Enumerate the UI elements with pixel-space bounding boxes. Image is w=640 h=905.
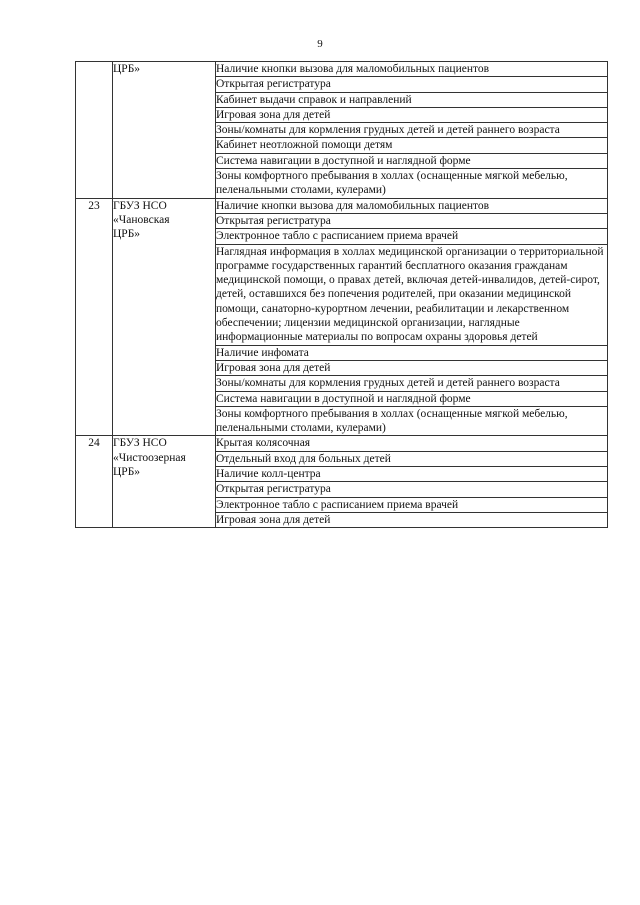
row-number-cell: 23	[76, 198, 113, 436]
feature-cell: Кабинет выдачи справок и направлений	[216, 92, 608, 107]
row-number-cell	[76, 62, 113, 199]
feature-cell: Игровая зона для детей	[216, 107, 608, 122]
organization-cell	[113, 62, 216, 199]
feature-cell: Электронное табло с расписанием приема врачей	[216, 229, 608, 244]
feature-cell: Зоны/комнаты для кормления грудных детей и детей раннего возраста	[216, 123, 608, 138]
feature-cell: Кабинет неотложной помощи детям	[216, 138, 608, 153]
table-row	[76, 436, 608, 451]
feature-cell: Электронное табло с расписанием приема врачей	[216, 497, 608, 512]
row-number-cell: 24	[76, 436, 113, 528]
feature-cell: Система навигации в доступной и наглядной форме	[216, 153, 608, 168]
feature-cell: Наличие колл-центра	[216, 467, 608, 482]
feature-cell: Открытая регистратура	[216, 482, 608, 497]
feature-cell: Наличие кнопки вызова для маломобильных пациентов	[216, 198, 608, 213]
feature-cell: Игровая зона для детей	[216, 360, 608, 375]
feature-cell: Система навигации в доступной и наглядной форме	[216, 391, 608, 406]
feature-cell: Отдельный вход для больных детей	[216, 451, 608, 466]
table-row	[76, 198, 608, 213]
organization-cell	[113, 436, 216, 528]
feature-cell: Зоны/комнаты для кормления грудных детей и детей раннего возраста	[216, 376, 608, 391]
feature-cell: Зоны комфортного пребывания в холлах (оснащенные мягкой мебелью, пеленальными столами, кулерами)	[216, 169, 608, 199]
table-row	[76, 62, 608, 77]
organization-name-line: ЦРБ»	[113, 466, 141, 479]
organization-name-line: ГБУЗ НСО	[113, 437, 167, 450]
feature-cell: Наглядная информация в холлах медицинской организации о территориальной программе государственных гарантий бесплатного оказания гражданам медицинской помощи, о правах детей, включая детей-инвалидов, детей-сирот, детей, оставшихся без попечения родителей, при оказании медицинской помощи, санаторно-курортном лечении, реабилитации и лекарственном обеспечении; лицензии медицинской организации, наглядные информационные материалы по вопросам охраны здоровья детей	[216, 244, 608, 345]
organization-name-line: ЦРБ»	[113, 228, 141, 241]
facilities-table	[75, 61, 608, 528]
page-number: 9	[317, 38, 323, 50]
feature-cell: Зоны комфортного пребывания в холлах (оснащенные мягкой мебелью, пеленальными столами, кулерами)	[216, 406, 608, 436]
feature-cell: Наличие инфомата	[216, 345, 608, 360]
organization-name-line: ЦРБ»	[113, 63, 141, 75]
feature-cell: Игровая зона для детей	[216, 512, 608, 527]
feature-cell: Наличие кнопки вызова для маломобильных пациентов	[216, 62, 608, 77]
organization-name-line: ГБУЗ НСО	[113, 199, 167, 212]
feature-cell: Открытая регистратура	[216, 77, 608, 92]
organization-cell	[113, 198, 216, 436]
feature-cell: Открытая регистратура	[216, 213, 608, 228]
feature-cell: Крытая колясочная	[216, 436, 608, 451]
organization-name-line: «Чистоозерная	[113, 451, 186, 464]
organization-name-line: «Чановская	[113, 213, 170, 226]
